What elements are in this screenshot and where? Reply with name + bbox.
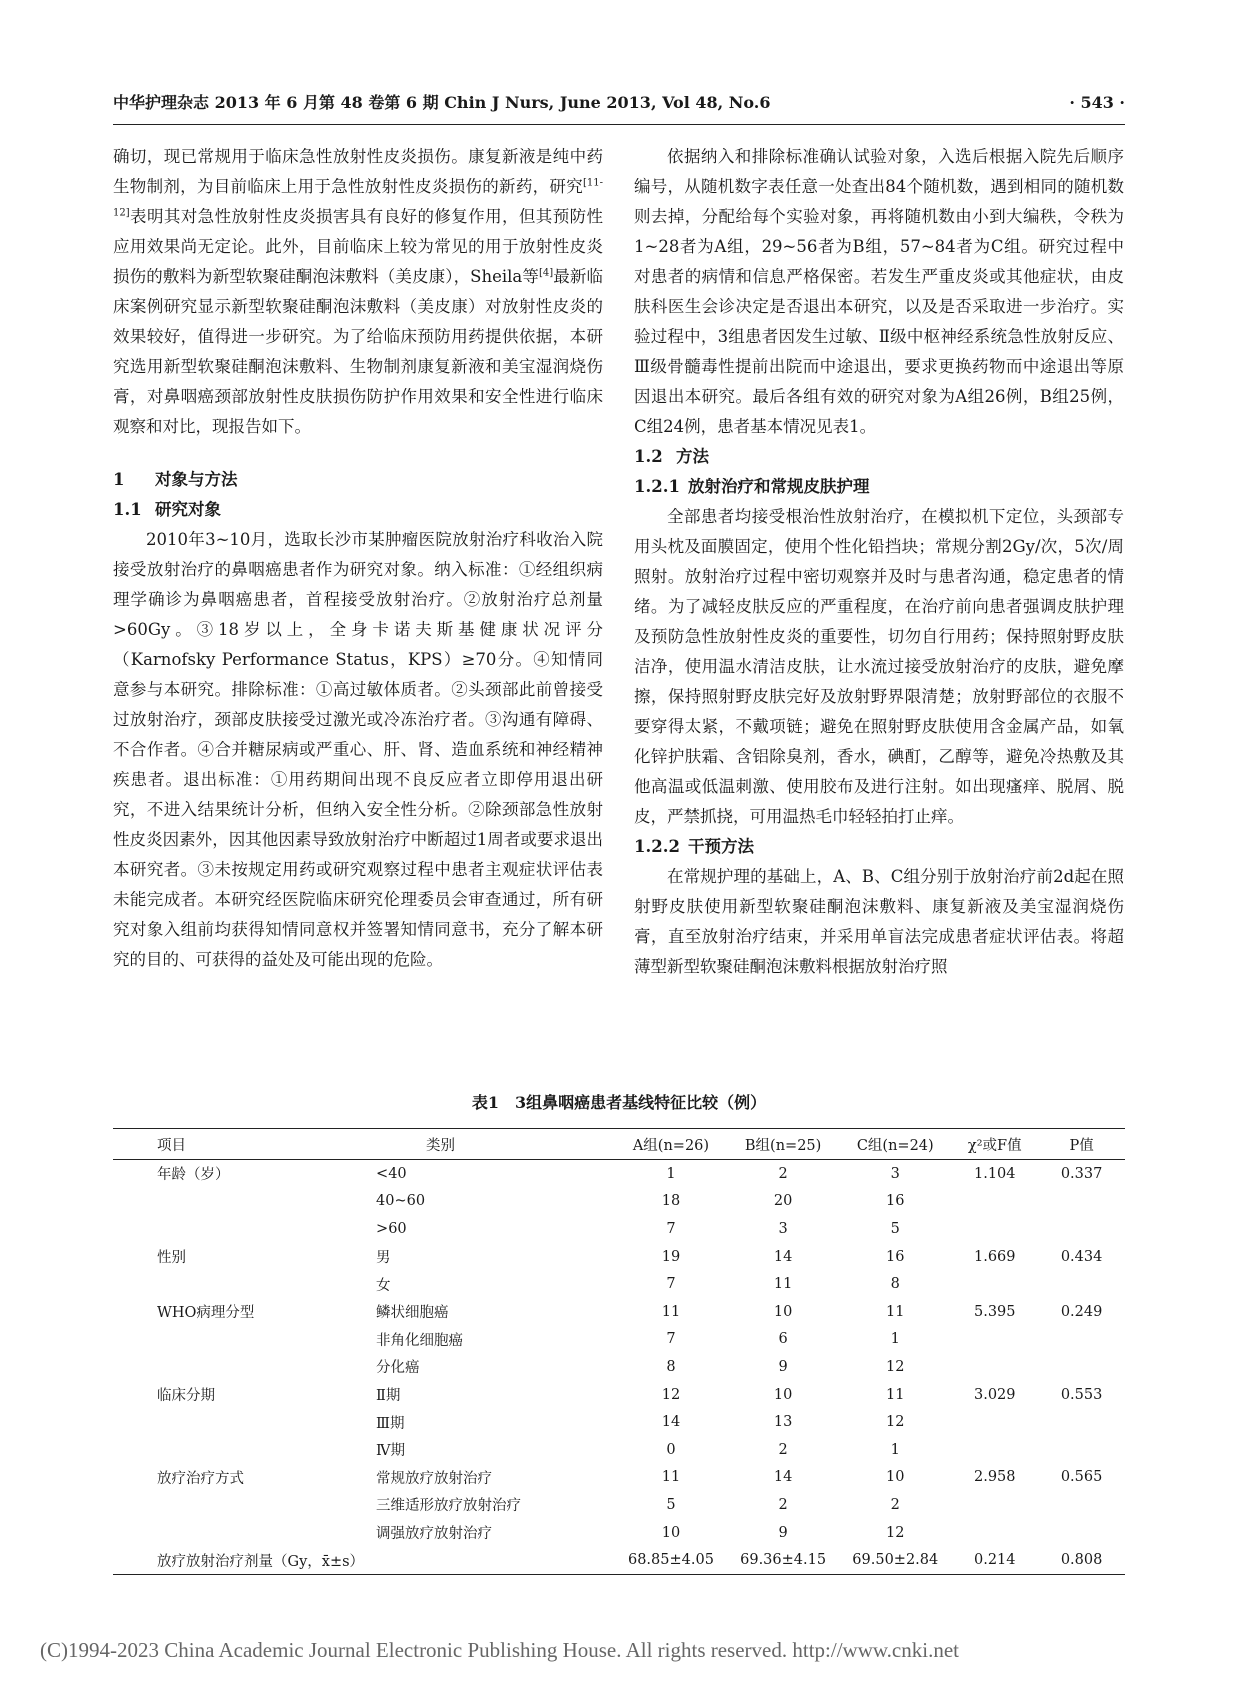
table-row [113,1326,1125,1354]
table-cell [1038,1188,1125,1216]
table-row [113,1381,1125,1409]
table-cell: 69.50±2.84 [839,1546,951,1574]
table-cell: >60 [376,1220,407,1237]
table-cell: 8 [890,1276,900,1293]
table-row [113,1215,1125,1243]
table-cell: 2.958 [973,1469,1016,1486]
section-heading-1-2-2: 1.2.2 干预方法 [634,837,754,856]
copyright-footer: (C)1994-2023 China Academic Journal Electronic Publishing House. All rights reserved. http://www.cnki.net [40,1638,959,1662]
table-cell: 2 [778,1496,788,1513]
table-row [113,1353,1125,1381]
section-heading-1: 1 对象与方法 [113,470,238,489]
table-cell [113,1519,376,1547]
table-cell: 14 [661,1414,681,1431]
table-cell [113,1326,376,1354]
table-cell [1038,1491,1125,1519]
table-cell [376,1546,615,1574]
column-header: χ²或F值 [951,1129,1038,1160]
table-cell: 1 [890,1331,900,1348]
table-cell: 0.249 [1060,1303,1103,1320]
table-cell: 10 [661,1524,681,1541]
table-cell: 性别 [157,1250,186,1267]
table-cell: 12 [886,1524,905,1541]
table-cell: 12 [661,1386,681,1403]
table-cell [951,1408,1038,1436]
table-cell: 10 [773,1386,793,1403]
table-cell [113,1353,376,1381]
running-header [113,92,1125,114]
table-cell: 7 [666,1331,676,1348]
table-cell [1038,1215,1125,1243]
table-cell: 放疗治疗方式 [157,1470,244,1487]
table-cell: 5.395 [973,1303,1016,1320]
table-cell [951,1188,1038,1216]
table-cell: 鳞状细胞癌 [376,1305,449,1322]
table-cell [951,1326,1038,1354]
table-cell: 0.553 [1060,1386,1103,1403]
table-cell: 69.36±4.15 [727,1546,839,1574]
table-cell: 0.565 [1060,1469,1103,1486]
baseline-table [113,1128,1125,1575]
table-cell: 3 [890,1165,900,1182]
table-cell [1038,1408,1125,1436]
table-cell: Ⅱ期 [376,1388,401,1405]
table-cell: 5 [890,1220,900,1237]
section-heading-1-2-1: 1.2.1 放射治疗和常规皮肤护理 [634,477,870,496]
citation-ref: [11-12] [113,177,603,219]
table-cell: 0.434 [1060,1248,1103,1265]
table-cell: 女 [376,1277,391,1294]
table-body [113,1160,1125,1575]
table-cell: 调强放疗放射治疗 [376,1526,493,1543]
table-cell: 10 [886,1469,905,1486]
randomization-paragraph: 依据纳入和排除标准确认试验对象，入选后根据入院先后顺序编号，从随机数字表任意一处查出84个随机数，遇到相同的随机数则去掉，分配给每个实验对象，再将随机数由小到大编秩，令秩为1~28者为A组，29~56者为B组，57~84者为C组。研究过程中对患者的病情和信息严格保密。若发生严重皮炎或其他症状，由皮肤科医生会诊决定是否退出本研究，以及是否采取进一步治疗。实验过程中，3组患者因发生过敏、Ⅱ级中枢神经系统急性放射反应、Ⅲ级骨髓毒性提前出院而中途退出，要求更换药物而中途退出等原因退出本研究。最后各组有效的研究对象为A组26例，B组25例，C组24例，患者基本情况见表1。 [634,147,1124,436]
table-cell [951,1270,1038,1298]
left-column [113,142,603,975]
column-header: 项目 [113,1129,376,1160]
table-cell: 分化癌 [376,1360,420,1377]
table-cell: 0.808 [1038,1546,1125,1574]
table-cell: 11 [773,1276,793,1293]
right-column [634,142,1124,982]
table-cell: 临床分期 [157,1388,215,1405]
table-cell: 3.029 [973,1386,1016,1403]
table-cell [1038,1326,1125,1354]
table-cell [951,1215,1038,1243]
table-cell [113,1436,376,1464]
table-cell: 常规放疗放射治疗 [376,1470,493,1487]
table-cell: 12 [886,1414,905,1431]
radiotherapy-paragraph: 全部患者均接受根治性放射治疗，在模拟机下定位，头颈部专用头枕及面膜固定，使用个性化铅挡块；常规分割2Gy/次，5次/周照射。放射治疗过程中密切观察并及时与患者沟通，稳定患者的情绪。为了减轻皮肤反应的严重程度，在治疗前向患者强调皮肤护理及预防急性放射性皮炎的重要性，切勿自行用药；保持照射野皮肤洁净，使用温水清洁皮肤，让水流过接受放射治疗的皮肤，避免摩擦，保持照射野皮肤完好及放射野界限清楚；放射野部位的衣服不要穿得太紧，不戴项链；避免在照射野皮肤使用含金属产品，如氧化锌护肤霜、含铝除臭剂，香水，碘酊，乙醇等，避免冷热敷及其他高温或低温刺激、使用胶布及进行注射。如出现瘙痒、脱屑、脱皮，严禁抓挠，可用温热毛巾轻轻拍打止痒。 [634,507,1124,826]
table-cell [1038,1353,1125,1381]
table-cell: 11 [886,1303,905,1320]
column-header: P值 [1038,1129,1125,1160]
table-cell [951,1353,1038,1381]
table-cell: 12 [886,1358,905,1375]
section-heading-1-2: 1.2 方法 [634,447,709,466]
page-number: · 543 · [1069,93,1125,112]
table-cell [113,1408,376,1436]
table-cell [113,1188,376,1216]
table-row [113,1464,1125,1492]
table-cell: 6 [778,1331,788,1348]
table-cell: 3 [778,1220,788,1237]
table-cell [1038,1519,1125,1547]
table-row [113,1436,1125,1464]
table-cell: 13 [773,1414,793,1431]
table-cell [1038,1436,1125,1464]
table-cell: 0 [666,1441,676,1458]
table-cell: 年龄（岁） [157,1167,230,1184]
table-cell: 非角化细胞癌 [376,1332,464,1349]
table-cell [951,1436,1038,1464]
table-cell: 16 [886,1248,905,1265]
table-cell: 11 [661,1303,681,1320]
table-cell: 1 [890,1441,900,1458]
table-cell: 0.214 [951,1546,1038,1574]
table-row [113,1519,1125,1547]
table-cell [113,1491,376,1519]
table-cell: 男 [376,1250,391,1267]
table-cell: 18 [661,1193,681,1210]
subjects-paragraph: 2010年3~10月，选取长沙市某肿瘤医院放射治疗科收治入院接受放射治疗的鼻咽癌患者作为研究对象。纳入标准：①经组织病理学确诊为鼻咽癌患者，首程接受放射治疗。②放射治疗总剂量>60Gy。③18岁以上，全身卡诺夫斯基健康状况评分（Karnofsky Performance Status，KPS）≥70分。④知情同意参与本研究。排除标准：①高过敏体质者。②头颈部此前曾接受过放射治疗，颈部皮肤接受过激光或冷冻治疗者。③沟通有障碍、不合作者。④合并糖尿病或严重心、肝、肾、造血系统和神经精神疾患者。退出标准：①用药期间出现不良反应者立即停用退出研究，不进入结果统计分析，但纳入安全性分析。②除颈部急性放射性皮炎因素外，因其他因素导致放射治疗中断超过1周者或要求退出本研究者。③未按规定用药或研究观察过程中患者主观症状评估表未能完成者。本研究经医院临床研究伦理委员会审查通过，所有研究对象入组前均获得知情同意权并签署知情同意书，充分了解本研究的目的、可获得的益处及可能出现的危险。 [113,530,603,969]
column-header: A组(n=26) [615,1129,727,1160]
table-cell: Ⅳ期 [376,1443,406,1460]
table-cell: 14 [773,1469,793,1486]
table-row [113,1188,1125,1216]
table-cell: 11 [661,1469,681,1486]
table-cell: 68.85±4.05 [615,1546,727,1574]
table-cell [1038,1270,1125,1298]
table-cell [113,1270,376,1298]
table-row [113,1160,1125,1188]
column-header: B组(n=25) [727,1129,839,1160]
table-header-row [113,1129,1125,1160]
table-cell [951,1519,1038,1547]
table-cell: 放疗放射治疗剂量（Gy，x̄±s） [113,1546,376,1574]
table-cell: 10 [773,1303,793,1320]
table-cell: 14 [773,1248,793,1265]
table-cell: 7 [666,1220,676,1237]
table-cell [951,1491,1038,1519]
table-cell: 7 [666,1276,676,1293]
table-cell: 2 [890,1496,900,1513]
table-row [113,1243,1125,1271]
table-cell: 20 [773,1193,793,1210]
table-row [113,1270,1125,1298]
table-cell: 8 [666,1358,676,1375]
intro-paragraph: 确切，现已常规用于临床急性放射性皮炎损伤。康复新液是纯中药生物制剂，为目前临床上用于急性放射性皮炎损伤的新药，研究[11-12]表明其对急性放射性皮炎损害具有良好的修复作用，但其预防性应用效果尚无定论。此外，目前临床上较为常见的用于放射性皮炎损伤的敷料为新型软聚硅酮泡沫敷料（美皮康），Sheila等[4]最新临床案例研究显示新型软聚硅酮泡沫敷料（美皮康）对放射性皮炎的效果较好，值得进一步研究。为了给临床预防用药提供依据，本研究选用新型软聚硅酮泡沫敷料、生物制剂康复新液和美宝湿润烧伤膏，对鼻咽癌颈部放射性皮肤损伤防护作用效果和安全性进行临床观察和对比，现报告如下。 [113,147,604,436]
table-cell [113,1215,376,1243]
table-cell: Ⅲ期 [376,1415,405,1432]
table-cell: 2 [778,1441,788,1458]
header-divider [113,124,1125,125]
table-cell: 40~60 [376,1193,426,1210]
column-header: 类别 [376,1129,615,1160]
table-cell: 2 [778,1165,788,1182]
table-title: 表1 3组鼻咽癌患者基线特征比较（例） [471,1093,767,1112]
table-cell: 1 [666,1165,676,1182]
journal-citation: 中华护理杂志 2013 年 6 月第 48 卷第 6 期 Chin J Nurs, June 2013, Vol 48, No.6 [113,93,771,112]
table-cell: 11 [886,1386,905,1403]
table-cell: WHO病理分型 [157,1305,255,1322]
table-cell: 9 [778,1524,788,1541]
table-cell: 0.337 [1060,1165,1103,1182]
table-cell: 5 [666,1496,676,1513]
table-cell: 16 [886,1193,905,1210]
citation-ref: [4] [539,267,554,279]
table-row [113,1408,1125,1436]
column-header: C组(n=24) [839,1129,951,1160]
table-cell: 1.104 [973,1165,1016,1182]
table-cell: <40 [376,1165,407,1182]
section-heading-1-1: 1.1 研究对象 [113,500,221,519]
table-row [113,1546,1125,1574]
table-cell: 三维适形放疗放射治疗 [376,1498,522,1515]
table-cell: 19 [661,1248,681,1265]
table-cell: 9 [778,1358,788,1375]
table-row [113,1298,1125,1326]
table-cell: 1.669 [973,1248,1016,1265]
table-row [113,1491,1125,1519]
intervention-paragraph: 在常规护理的基础上，A、B、C组分别于放射治疗前2d起在照射野皮肤使用新型软聚硅酮泡沫敷料、康复新液及美宝湿润烧伤膏，直至放射治疗结束，并采用单盲法完成患者症状评估表。将超薄型新型软聚硅酮泡沫敷料根据放射治疗照 [634,867,1124,976]
